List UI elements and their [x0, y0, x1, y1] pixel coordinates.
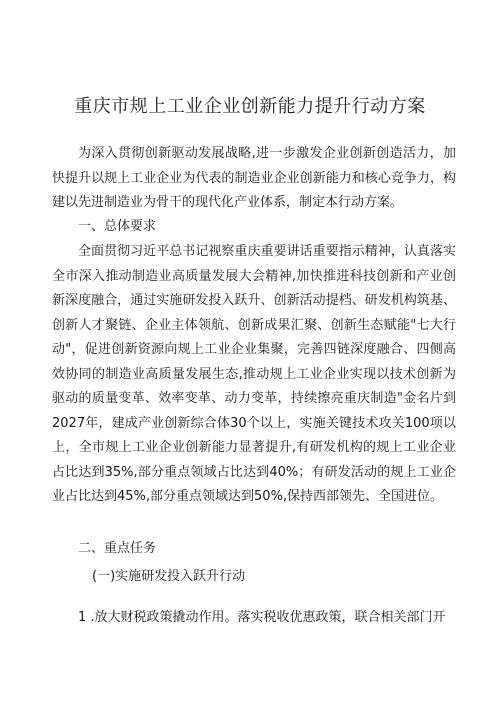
general-requirements-paragraph: 全面贯彻习近平总书记视察重庆重要讲话重要指示精神，认真落实全市深入推动制造业高质量发展大会精神,加快推进科技创新和产业创新深度融合，通过实施研发投入跃升、创新活动提档、研发机构筑基、创新人才聚链、企业主体领航、创新成果汇聚、创新生态赋能"七大行动"，促进创新资源向规上工业企业集聚，完善四链深度融合、四侧高效协同的制造业高质量发展生态,推动规上工业企业实现以技术创新为驱动的质量变革、效率变革、动力变革，持续擦亮重庆制造"金名片到2027年，建成产业创新综合体30个以上，实施关键技术攻关100项以上，全市规上工业企业创新能力显著提升,有研发机构的规上工业企业占比达到35%,部分重点领域占比达到40%；有研发活动的规上工业企业占比达到45%,部分重点领域达到50%,保持西部领先、全国进位。 [52, 244, 456, 504]
intro-paragraph: 为深入贯彻创新驱动发展战略,进一步激发企业创新创造活力，加快提升以规上工业企业为代表的制造业企业创新能力和核心竞争力，构建以先进制造业为骨干的现代化产业体系，制定本行动方案。 [52, 146, 456, 210]
section-heading-general-requirements: 一、总体要求 [78, 219, 157, 234]
subsection-heading-rd-investment: (一)实施研发投入跃升行动 [92, 569, 246, 584]
document-title: 重庆市规上工业企业创新能力提升行动方案 [74, 96, 426, 117]
section-heading-key-tasks: 二、重点任务 [78, 541, 157, 556]
item-paragraph-fiscal-policy: 1 .放大财税政策撬动作用。落实税收优惠政策，联合相关部门开 [78, 610, 446, 625]
